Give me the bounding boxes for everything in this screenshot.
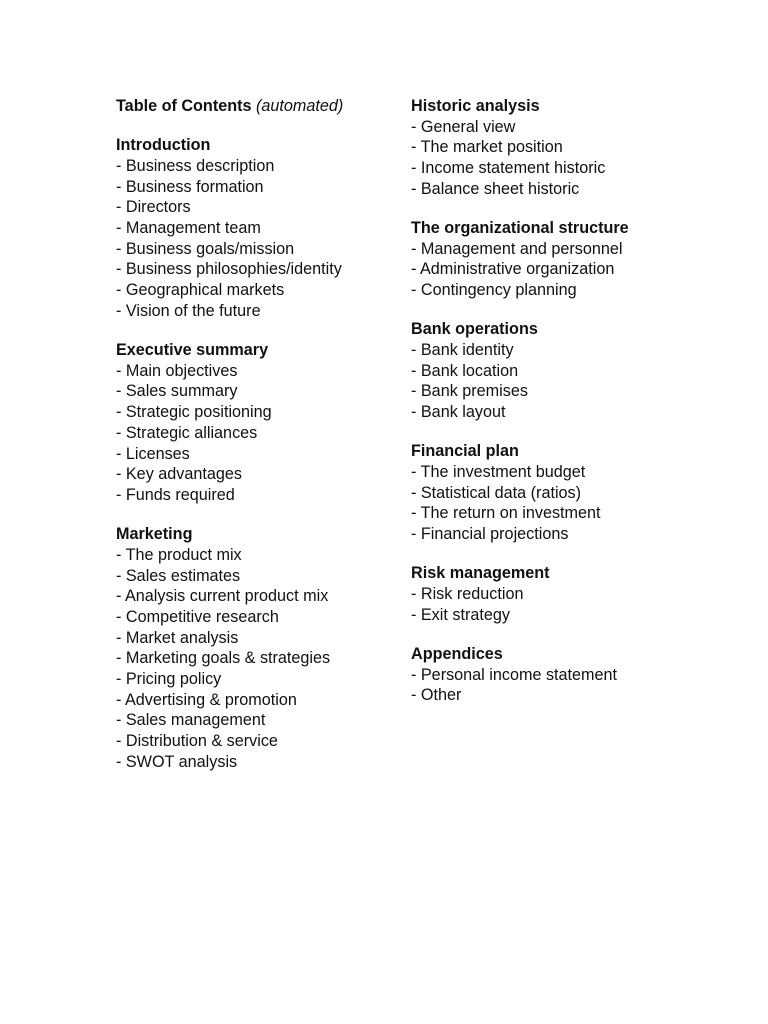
toc-item: - Vision of the future [116,301,261,320]
toc-item: - The product mix [116,545,242,564]
toc-item: - The return on investment [411,504,601,523]
toc-item: - Competitive research [116,607,279,626]
toc-item: - Analysis current product mix [116,587,329,606]
section-the-organizational-structure [411,218,711,301]
section-historic-analysis [411,96,711,200]
section-heading: Appendices [411,644,503,663]
toc-item: - Funds required [116,485,235,504]
toc-item: - Geographical markets [116,281,285,300]
toc-item: - Other [411,686,462,705]
section-financial-plan [411,441,711,545]
toc-item: - Business goals/mission [116,239,295,258]
toc-item: - Key advantages [116,465,242,484]
toc-item: - Sales summary [116,382,238,401]
toc-item: - Income statement historic [411,159,606,178]
toc-item: - Sales management [116,711,266,730]
toc-item: - Marketing goals & strategies [116,649,331,668]
toc-item: - Market analysis [116,628,239,647]
toc-title [116,96,396,117]
toc-item: - Statistical data (ratios) [411,483,582,502]
toc-item: - Personal income statement [411,665,618,684]
section-heading: Introduction [116,136,211,155]
toc-item: - Sales estimates [116,566,241,585]
toc-item: - Bank identity [411,341,514,360]
toc-item: - Business formation [116,177,264,196]
section-risk-management [411,563,711,625]
toc-item: - The market position [411,138,563,157]
toc-item: - Main objectives [116,361,238,380]
toc-item: - Distribution & service [116,732,278,751]
right-sections [411,96,711,706]
section-heading: Financial plan [411,442,519,461]
toc-item: - Balance sheet historic [411,179,580,198]
toc-title-line [116,96,396,117]
toc-item: - Risk reduction [411,585,524,604]
section-heading: Bank operations [411,320,538,339]
section-heading: Risk management [411,564,550,583]
toc-title-main: Table of Contents [116,97,252,115]
section-appendices [411,644,711,706]
section-bank-operations [411,319,711,423]
toc-item: - Bank location [411,361,519,380]
toc-title-note: (automated) [256,97,344,115]
section-heading: Executive summary [116,341,269,360]
section-heading: Marketing [116,525,193,544]
toc-item: - Licenses [116,444,190,463]
toc-item: - Advertising & promotion [116,690,297,709]
toc-item: - Strategic positioning [116,403,272,422]
section-introduction [116,135,396,321]
toc-item: - General view [411,117,516,136]
section-heading: Historic analysis [411,97,540,115]
section-marketing [116,524,396,772]
toc-item: - Contingency planning [411,281,577,300]
toc-item: - Exit strategy [411,605,510,624]
toc-item: - Administrative organization [411,260,615,279]
toc-item: - The investment budget [411,463,586,482]
toc-item: - Bank layout [411,403,506,422]
toc-item: - Bank premises [411,382,528,401]
toc-item: - Management and personnel [411,239,623,258]
left-column [116,96,396,773]
toc-item: - SWOT analysis [116,752,238,771]
left-sections [116,135,396,772]
toc-item: - Directors [116,198,191,217]
toc-item: - Financial projections [411,525,569,544]
toc-item: - Business philosophies/identity [116,260,342,279]
toc-item: - Management team [116,219,261,238]
toc-item: - Business description [116,156,275,175]
right-column [411,96,711,706]
toc-item: - Strategic alliances [116,423,258,442]
toc-item: - Pricing policy [116,670,222,689]
section-heading: The organizational structure [411,219,629,238]
section-executive-summary [116,340,396,506]
